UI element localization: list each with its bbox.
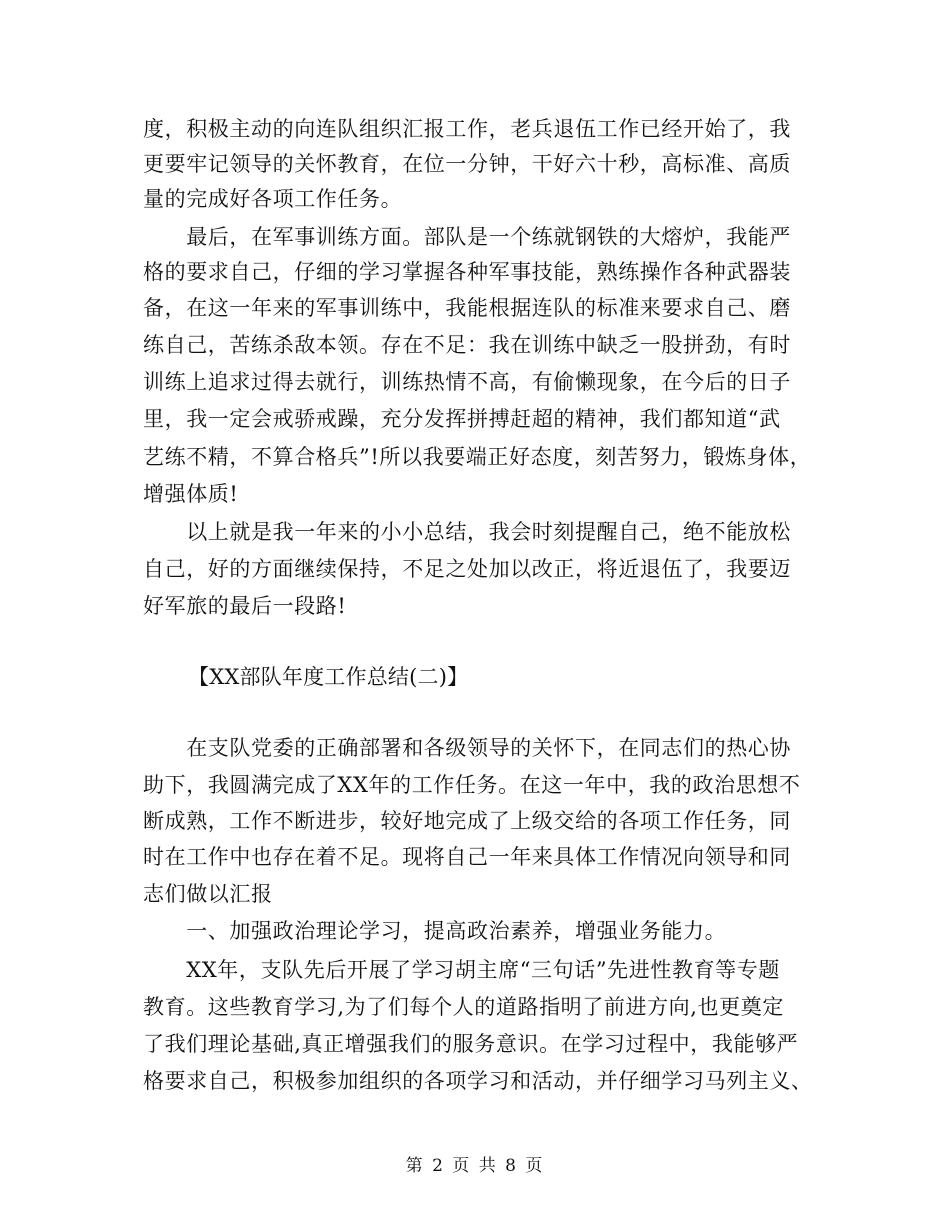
section-heading: 【XX部队年度工作总结(二)】 bbox=[188, 665, 469, 689]
body-text-line: 格的要求自己，仔细的学习掌握各种军事技能，熟练操作各种武器装 bbox=[143, 260, 791, 284]
body-text-line: 艺练不精，不算合格兵”!所以我要端正好态度，刻苦努力，锻炼身体， bbox=[143, 445, 812, 469]
body-text-line: 一、加强政治理论学习，提高政治素养，增强业务能力。 bbox=[143, 919, 727, 943]
body-text-line: 训练上追求过得去就行，训练热情不高，有偷懒现象，在今后的日子 bbox=[143, 370, 791, 394]
body-text-line: 里，我一定会戒骄戒躁，充分发挥拼搏赶超的精神，我们都知道“武 bbox=[143, 407, 781, 431]
body-text-line: 备，在这一年来的军事训练中，我能根据连队的标准来要求自己、磨 bbox=[143, 296, 791, 320]
body-text-line: 量的完成好各项工作任务。 bbox=[143, 187, 403, 211]
page-number-footer: 第 2 页 共 8 页 bbox=[405, 1156, 545, 1176]
body-text-line: 断成熟，工作不断进步，较好地完成了上级交给的各项工作任务，同 bbox=[143, 809, 791, 833]
body-text-line: 助下，我圆满完成了XX年的工作任务。在这一年中，我的政治思想不 bbox=[143, 773, 801, 797]
body-text-line: 教育。这些教育学习,为了们每个人的道路指明了前进方向,也更奠定 bbox=[143, 995, 784, 1019]
body-text-line: 志们做以汇报 bbox=[143, 882, 273, 906]
body-text-line: 练自己，苦练杀敌本领。存在不足：我在训练中缺乏一股拼劲，有时 bbox=[143, 333, 791, 357]
body-text-line: 更要牢记领导的关怀教育，在位一分钟，干好六十秒，高标准、高质 bbox=[143, 152, 791, 176]
body-text-line: 了我们理论基础,真正增强我们的服务意识。在学习过程中，我能够严 bbox=[143, 1032, 799, 1056]
body-text-line: XX年，支队先后开展了学习胡主席“三句话”先进性教育等专题 bbox=[143, 958, 780, 982]
body-text-line: 自己，好的方面继续保持，不足之处加以改正，将近退伍了，我要迈 bbox=[143, 557, 791, 581]
body-text-line: 好军旅的最后一段路! bbox=[143, 594, 347, 618]
body-text-line: 以上就是我一年来的小小总结，我会时刻提醒自己，绝不能放松 bbox=[143, 520, 791, 544]
body-text-line: 增强体质! bbox=[143, 482, 239, 506]
body-text-line: 度，积极主动的向连队组织汇报工作，老兵退伍工作已经开始了，我 bbox=[143, 117, 791, 141]
body-text-line: 格要求自己，积极参加组织的各项学习和活动，并仔细学习马列主义、 bbox=[143, 1069, 813, 1093]
body-text-line: 最后，在军事训练方面。部队是一个练就钢铁的大熔炉，我能严 bbox=[143, 225, 791, 249]
body-text-line: 在支队党委的正确部署和各级领导的关怀下，在同志们的热心协 bbox=[143, 736, 791, 760]
body-text-line: 时在工作中也存在着不足。现将自己一年来具体工作情况向领导和同 bbox=[143, 845, 791, 869]
